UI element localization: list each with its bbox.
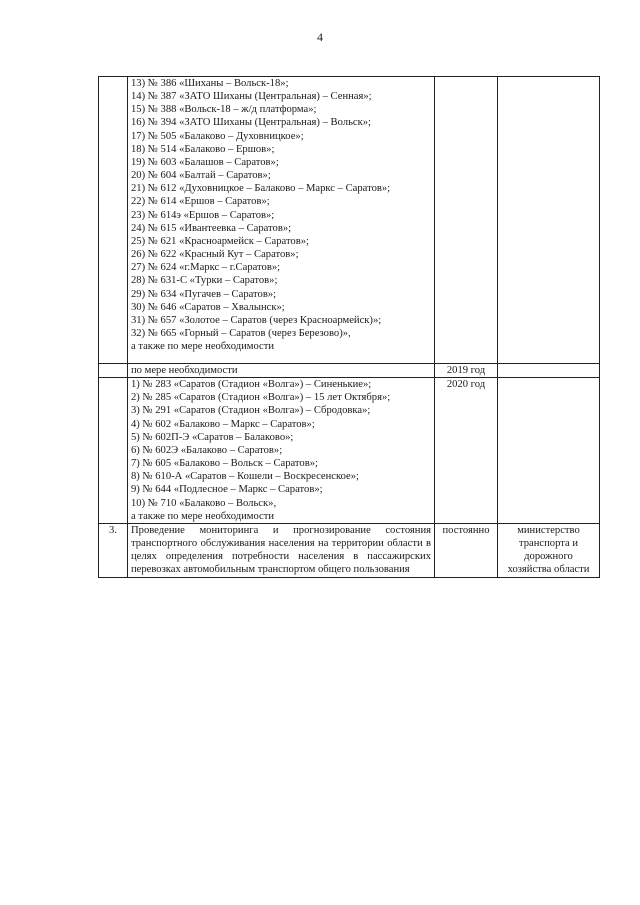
period-2019: 2019 год bbox=[435, 364, 498, 378]
list-item: 27) № 624 «г.Маркс – г.Саратов»; bbox=[131, 262, 281, 274]
table-row bbox=[99, 378, 600, 524]
responsible-cell bbox=[498, 77, 600, 364]
table-row bbox=[99, 364, 600, 378]
list-item: 25) № 621 «Красноармейск – Саратов»; bbox=[131, 235, 309, 247]
item-responsible: министерство транспорта и дорожного хозяйства области bbox=[498, 523, 600, 577]
list-item: 30) № 646 «Саратов – Хвалынск»; bbox=[131, 301, 285, 313]
list-item: 4) № 602 «Балаково – Маркс – Саратов»; bbox=[131, 418, 315, 430]
list-item: 26) № 622 «Красный Кут – Саратов»; bbox=[131, 249, 299, 261]
item-number-cell bbox=[99, 378, 128, 524]
list-item: 24) № 615 «Ивантеевка – Саратов»; bbox=[131, 222, 292, 234]
list-item: а также по мере необходимости bbox=[131, 341, 275, 353]
list-item: 23) № 614э «Ершов – Саратов»; bbox=[131, 209, 275, 221]
list-item: 13) № 386 «Шиханы – Вольск-18»; bbox=[131, 78, 289, 89]
list-item: 17) № 505 «Балаково – Духовницкое»; bbox=[131, 130, 304, 142]
need-text: по мере необходимости bbox=[128, 364, 435, 378]
list-item: 22) № 614 «Ершов – Саратов»; bbox=[131, 196, 270, 208]
item-number-cell bbox=[99, 77, 128, 364]
item-term: постоянно bbox=[435, 523, 498, 577]
list-item: 16) № 394 «ЗАТО Шиханы (Центральная) – Вольск»; bbox=[131, 117, 371, 129]
period-2020: 2020 год bbox=[435, 378, 498, 524]
list-item: 5) № 602П-Э «Саратов – Балаково»; bbox=[131, 431, 294, 443]
table-row bbox=[99, 523, 600, 577]
list-item: а также по мере необходимости bbox=[131, 510, 275, 522]
list-item: 15) № 388 «Вольск-18 – ж/д платформа»; bbox=[131, 104, 317, 116]
list-item: 20) № 604 «Балтай – Саратов»; bbox=[131, 170, 271, 182]
item-number: 3. bbox=[99, 523, 128, 577]
routes-list-2020 bbox=[128, 378, 435, 524]
responsible-cell bbox=[498, 364, 600, 378]
list-item: 9) № 644 «Подлесное – Маркс – Саратов»; bbox=[131, 484, 323, 496]
list-item: 31) № 657 «Золотое – Саратов (через Красноармейск)»; bbox=[131, 314, 382, 326]
list-item: 6) № 602Э «Балаково – Саратов»; bbox=[131, 444, 283, 456]
list-item: 8) № 610-А «Саратов – Кошели – Воскресенское»; bbox=[131, 471, 359, 483]
list-item: 19) № 603 «Балашов – Саратов»; bbox=[131, 156, 279, 168]
list-item: 21) № 612 «Духовницкое – Балаково – Маркс – Саратов»; bbox=[131, 183, 391, 195]
page-number: 4 bbox=[317, 30, 323, 44]
list-item: 2) № 285 «Саратов (Стадион «Волга») – 15 лет Октября»; bbox=[131, 392, 391, 404]
list-item: 18) № 514 «Балаково – Ершов»; bbox=[131, 143, 275, 155]
list-item: 14) № 387 «ЗАТО Шиханы (Центральная) – Сенная»; bbox=[131, 91, 372, 103]
term-cell bbox=[435, 77, 498, 364]
list-item: 29) № 634 «Пугачев – Саратов»; bbox=[131, 288, 277, 300]
item-number-cell bbox=[99, 364, 128, 378]
table-row bbox=[99, 77, 600, 364]
list-item: 32) № 665 «Горный – Саратов (через Березово)», bbox=[131, 327, 351, 339]
item-description: Проведение мониторинга и прогнозирование состояния транспортного обслуживания населения на территории области в целях определения потребности населения в пассажирских перевозках автомобильным транспортом общего пользования bbox=[128, 523, 435, 577]
list-item: 3) № 291 «Саратов (Стадион «Волга») – Сбродовка»; bbox=[131, 405, 371, 417]
list-item: 7) № 605 «Балаково – Вольск – Саратов»; bbox=[131, 458, 318, 470]
routes-list-2019 bbox=[128, 77, 435, 364]
list-item: 1) № 283 «Саратов (Стадион «Волга») – Синенькие»; bbox=[131, 379, 372, 391]
measures-table bbox=[98, 76, 600, 578]
responsible-cell bbox=[498, 378, 600, 524]
list-item: 28) № 631-С «Турки – Саратов»; bbox=[131, 275, 278, 287]
list-item: 10) № 710 «Балаково – Вольск», bbox=[131, 497, 277, 509]
